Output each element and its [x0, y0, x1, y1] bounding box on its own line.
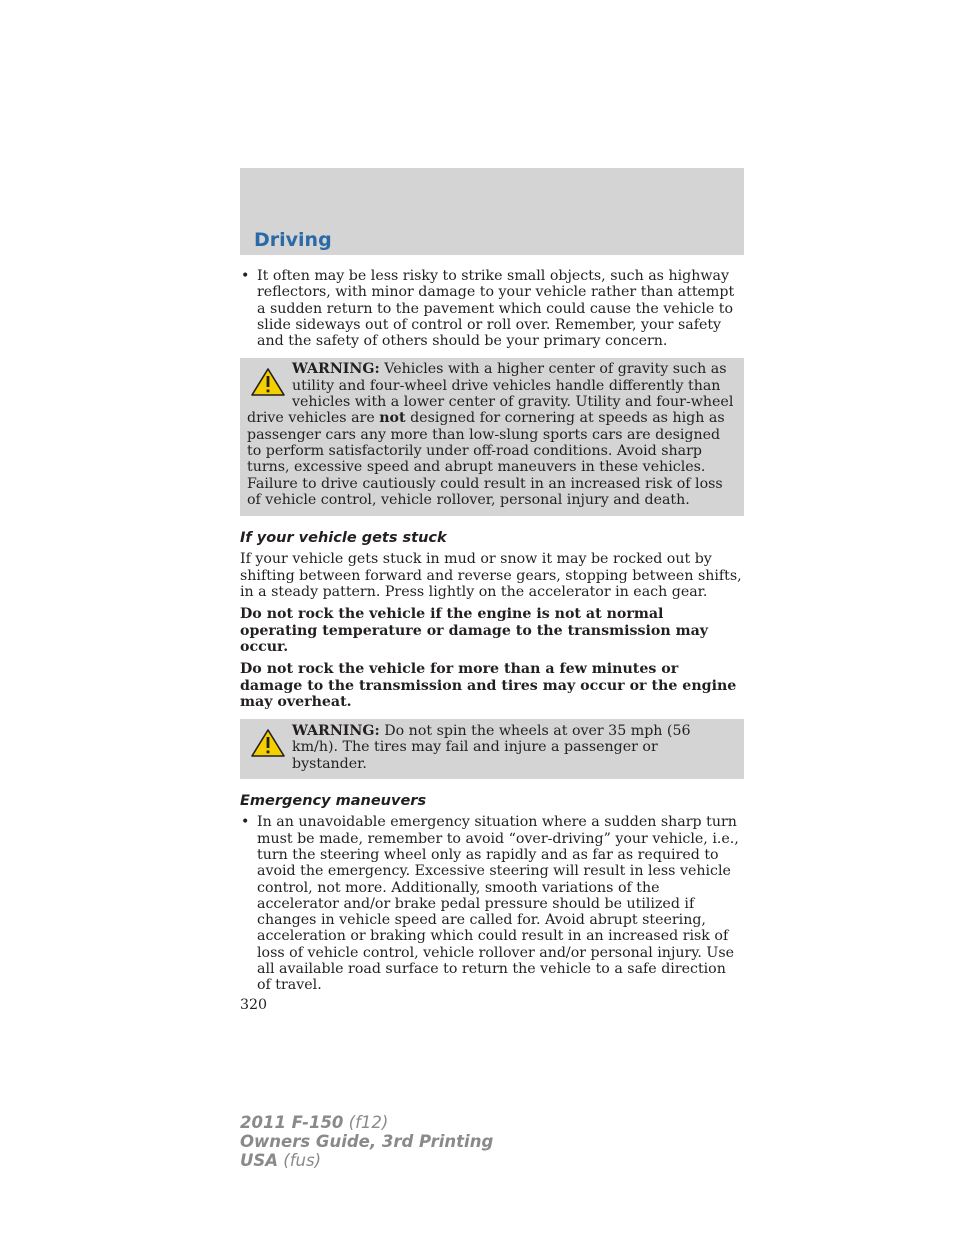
- warning-text: [247, 722, 737, 772]
- footer-market-code: (fus): [278, 1151, 322, 1170]
- caution-engine-temperature: Do not rock the vehicle if the engine is not at normal operating temperature or damage to the transmission may occur.: [240, 606, 709, 655]
- bullet-item: [240, 814, 744, 993]
- warning-triangle-icon: [250, 728, 286, 758]
- warning-emphasis: not: [379, 410, 406, 427]
- footer-model-code: (f12): [343, 1113, 389, 1132]
- subheading-vehicle-stuck: If your vehicle gets stuck: [240, 530, 447, 547]
- bullet-item: [240, 268, 744, 349]
- warning-text-part-b: designed for cornering at speeds as high as passenger cars any more than low-slung sports cars are designed to perform satisfactorily under off-road conditions. Avoid sharp turns, excessive speed and abrupt maneuvers in these vehicles. Failure to drive cautiously could result in an increased risk of loss of vehicle control, vehicle rollover, personal injury and death.: [247, 410, 725, 508]
- footer-market: USA: [240, 1151, 279, 1170]
- warning-text: [247, 361, 737, 508]
- caution-rocking-duration: Do not rock the vehicle for more than a few minutes or damage to the transmission and tires may occur or the engine may overheat.: [240, 661, 737, 710]
- section-header-band: [240, 168, 744, 255]
- bullet-dot: •: [241, 814, 250, 831]
- warning-triangle-icon: [250, 367, 286, 397]
- warning-text-part-a: Vehicles with a higher center of gravity such as utility and four-wheel drive vehicles handle differently than vehicles with a lower center of gravity. Utility and four-wheel drive vehicles are: [247, 361, 734, 427]
- document-footer: [240, 1113, 493, 1170]
- bullet-text: In an unavoidable emergency situation where a sudden sharp turn must be made, remember to avoid “over-driving” your vehicle, i.e., turn the steering wheel only as rapidly and as far as required to avoid the emergency. Excessive steering will result in less vehicle control, not more. Additionally, smooth variations of the accelerator and/or brake pedal pressure should be utilized if changes in vehicle speed are called for. Avoid abrupt steering, acceleration or braking which could result in an increased risk of loss of vehicle control, vehicle rollover and/or personal injury. Use all available road surface to return the vehicle to a safe direction of travel.: [257, 814, 739, 994]
- footer-guide: Owners Guide, 3rd Printing: [240, 1132, 494, 1151]
- paragraph-vehicle-stuck: If your vehicle gets stuck in mud or snow it may be rocked out by shifting between forward and reverse gears, stopping between shifts, in a steady pattern. Press lightly on the accelerator in each gear.: [240, 551, 742, 601]
- warning-box-center-of-gravity: [240, 358, 744, 516]
- footer-guide-line: [240, 1132, 493, 1151]
- footer-model: 2011 F-150: [240, 1113, 344, 1132]
- section-title: Driving: [254, 229, 332, 251]
- bullet-dot: •: [241, 268, 250, 284]
- page-number: 320: [240, 996, 268, 1013]
- warning-label: WARNING:: [292, 361, 380, 378]
- footer-model-line: [240, 1113, 493, 1132]
- bullet-text: It often may be less risky to strike small objects, such as highway reflectors, with minor damage to your vehicle rather than attempt a sudden return to the pavement which could cause the vehicle to slide sideways out of control or roll over. Remember, your safety and the safety of others should be your primary concern.: [257, 268, 735, 350]
- page-content: [240, 268, 744, 1013]
- subheading-emergency-maneuvers: Emergency maneuvers: [240, 793, 427, 810]
- footer-market-line: [240, 1151, 493, 1170]
- warning-box-wheel-spin: [240, 719, 744, 779]
- warning-label: WARNING:: [292, 723, 380, 740]
- warning-text-body: Do not spin the wheels at over 35 mph (56 km/h). The tires may fail and injure a passenger or bystander.: [292, 723, 691, 772]
